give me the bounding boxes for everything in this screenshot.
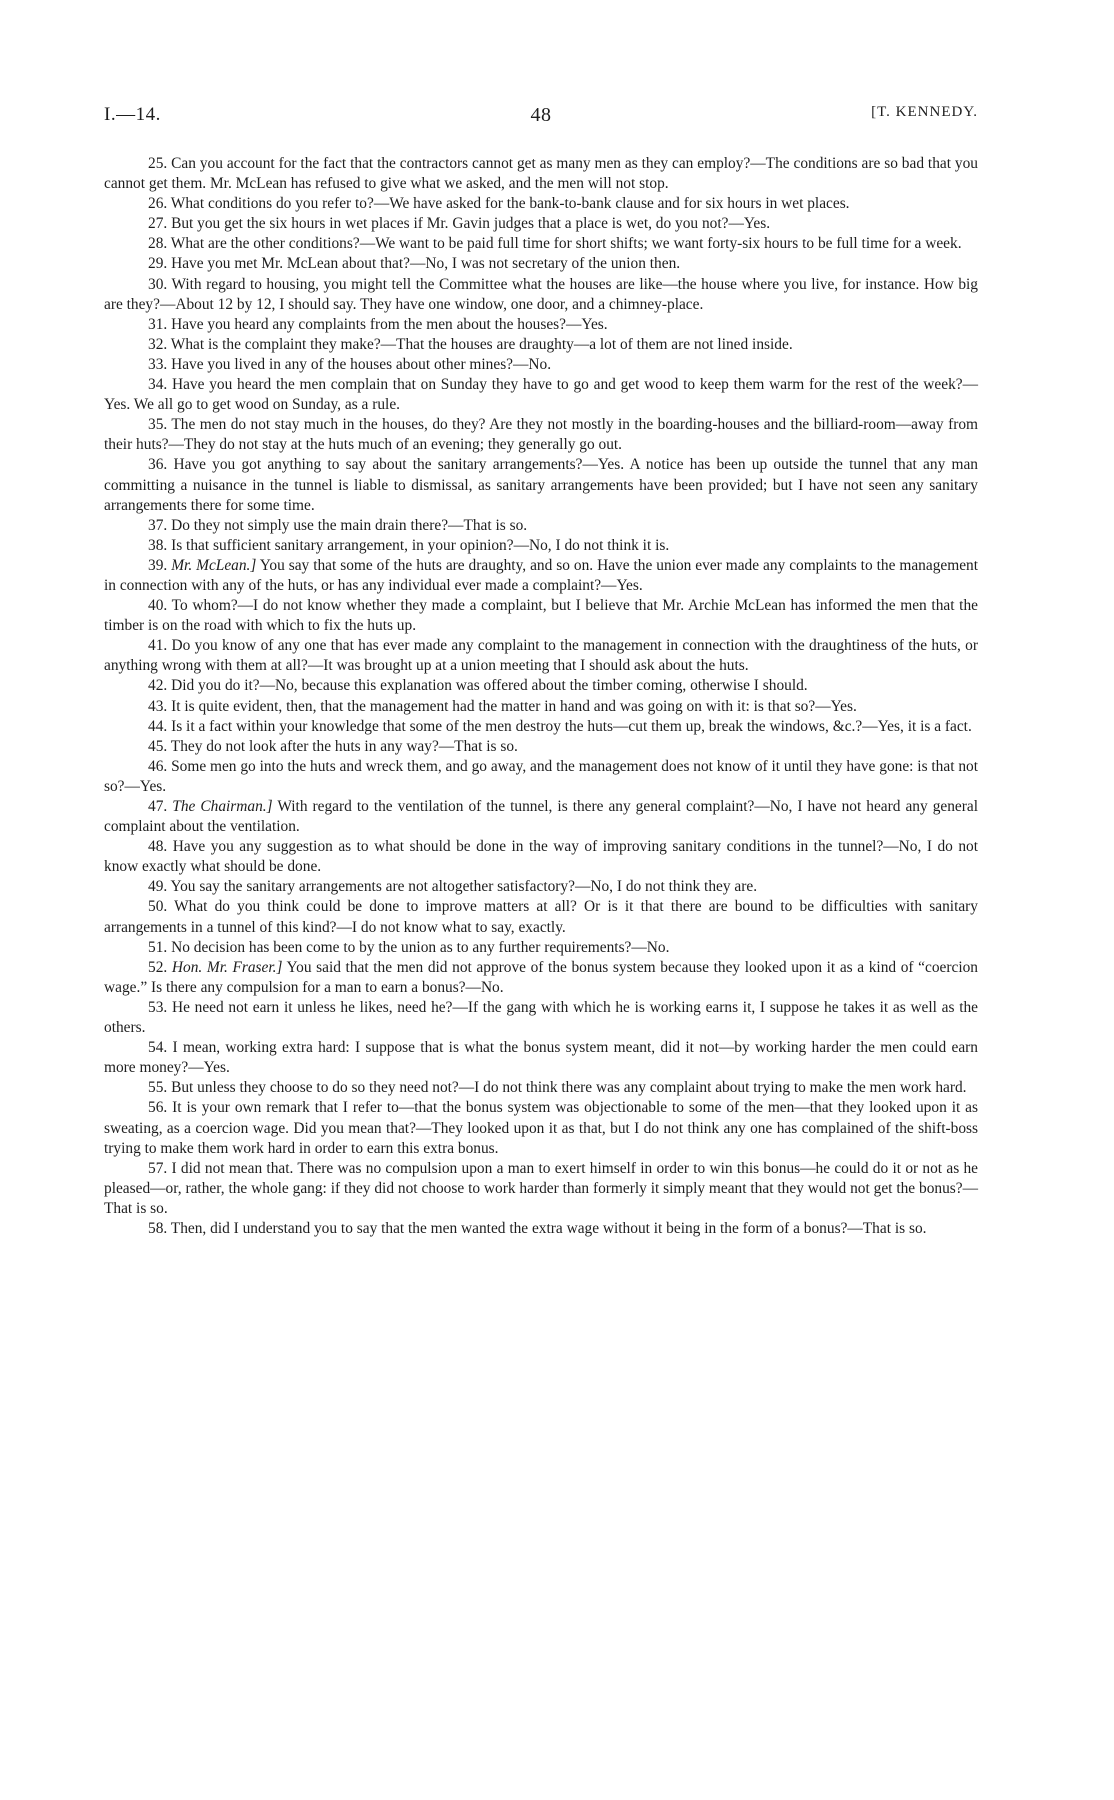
page-number: 48	[530, 104, 552, 126]
paragraph-29: 29. Have you met Mr. McLean about that?—No, I was not secretary of the union then.	[148, 255, 681, 273]
paragraph-26: 26. What conditions do you refer to?—We have asked for the bank-to-bank clause and for six hours in wet places.	[148, 195, 850, 213]
paragraph-50: 50. What do you think could be done to improve matters at all? Or is it that there are bound to be difficulties with sanitary arrangements in a tunnel of this kind?—I do not know what to say, exactly.	[104, 898, 978, 936]
paragraph-text: You said that the men did not approve of the bonus system because they looked upon it as a kind of “coercion wage.” Is there any compulsion for a man to earn a bonus?—No.	[104, 958, 978, 996]
paragraph-34: 34. Have you heard the men complain that on Sunday they have to go and get wood to keep them warm for the rest of the week?—Yes. We all go to get wood on Sunday, as a rule.	[104, 376, 978, 414]
paragraph-44: 44. Is it a fact within your knowledge that some of the men destroy the huts—cut them up, break the windows, &c.?—Yes, it is a fact.	[148, 717, 972, 735]
paragraph-46: 46. Some men go into the huts and wreck them, and go away, and the management does not know of it until they have gone: is that not so?—Yes.	[104, 757, 978, 795]
paragraph-41: 41. Do you know of any one that has ever made any complaint to the management in connection with the draughtiness of the huts, or anything wrong with them at all?—It was brought up at a union meeting that I should ask about the huts.	[104, 637, 978, 675]
paragraph-56: 56. It is your own remark that I refer to—that the bonus system was objectionable to some of the men—that they looked upon it as sweating, as a coercion wage. Did you mean that?—They looked upon it as that, but I do not think any one has complained of the shift-boss trying to make them work hard in order to earn this extra bonus.	[104, 1099, 978, 1157]
page-header	[104, 104, 978, 132]
paragraph-53: 53. He need not earn it unless he likes, need he?—If the gang with which he is working earns it, I suppose he takes it as well as the others.	[104, 998, 978, 1037]
paragraph-number: 52.	[148, 958, 168, 976]
paragraph-35: 35. The men do not stay much in the houses, do they? Are they not mostly in the boarding-houses and the billiard-room—away from their huts?—They do not stay at the huts much of an evening; they generally go out.	[104, 416, 978, 454]
paragraph-25: 25. Can you account for the fact that the contractors cannot get as many men as they can employ?—The conditions are so bad that you cannot get them. Mr. McLean has refused to give what we asked, and the men will not stop.	[104, 155, 978, 193]
speaker-name: Hon. Mr. Fraser.]	[171, 958, 283, 976]
paragraph-57: 57. I did not mean that. There was no compulsion upon a man to exert himself in order to win this bonus—he could do it or not as he pleased—or, rather, the whole gang: if they did not choose to work harder than formerly it simply meant that they would not get the bonus?—That is so.	[104, 1159, 978, 1217]
paragraph-49: 49. You say the sanitary arrangements are not altogether satisfactory?—No, I do not think they are.	[148, 878, 758, 896]
paragraph-40: 40. To whom?—I do not know whether they made a complaint, but I believe that Mr. Archie McLean has informed the men that the timber is on the road with which to fix the huts up.	[104, 597, 978, 635]
paragraph-38: 38. Is that sufficient sanitary arrangement, in your opinion?—No, I do not think it is.	[148, 536, 670, 554]
paragraph-28: 28. What are the other conditions?—We want to be paid full time for short shifts; we want forty-six hours to be full time for a week.	[148, 235, 962, 253]
paragraph-27: 27. But you get the six hours in wet places if Mr. Gavin judges that a place is wet, do you not?—Yes.	[148, 215, 771, 233]
paragraph-text: With regard to the ventilation of the tunnel, is there any general complaint?—No, I have not heard any general complaint about the ventilation.	[104, 798, 978, 836]
paragraph-55: 55. But unless they choose to do so they need not?—I do not think there was any complaint about trying to make the men work hard.	[148, 1079, 967, 1097]
paragraph-58: 58. Then, did I understand you to say that the men wanted the extra wage without it being in the form of a bonus?—That is so.	[148, 1219, 927, 1237]
paragraph-31: 31. Have you heard any complaints from the men about the houses?—Yes.	[148, 315, 608, 333]
witness-name: [T. KENNEDY.	[871, 104, 978, 120]
speaker-name: Mr. McLean.]	[171, 556, 257, 574]
paragraph-45: 45. They do not look after the huts in any way?—That is so.	[148, 737, 518, 755]
document-body	[104, 154, 978, 1239]
paragraph-48: 48. Have you any suggestion as to what should be done in the way of improving sanitary conditions in the tunnel?—No, I do not know exactly what should be done.	[104, 838, 978, 876]
paragraph-text: You say that some of the huts are draughty, and so on. Have the union ever made any complaints to the management in connection with any of the huts, or has any individual ever made a complaint?—Yes.	[104, 556, 978, 594]
paragraph-33: 33. Have you lived in any of the houses about other mines?—No.	[148, 355, 552, 373]
speaker-name: The Chairman.]	[172, 798, 273, 815]
paragraph-39	[104, 556, 978, 596]
paragraph-32: 32. What is the complaint they make?—That the houses are draughty—a lot of them are not lined inside.	[148, 335, 793, 353]
paragraph-51: 51. No decision has been come to by the union as to any further requirements?—No.	[148, 938, 670, 956]
paragraph-54: 54. I mean, working extra hard: I suppose that is what the bonus system meant, did it not—by working harder the men could earn more money?—Yes.	[104, 1039, 978, 1077]
paragraph-52	[104, 958, 978, 998]
paragraph-42: 42. Did you do it?—No, because this explanation was offered about the timber coming, otherwise I should.	[148, 677, 808, 695]
document-reference: I.—14.	[104, 104, 161, 125]
paragraph-37: 37. Do they not simply use the main drain there?—That is so.	[148, 516, 528, 534]
paragraph-47	[104, 797, 978, 837]
paragraph-number: 39.	[148, 556, 168, 574]
paragraph-30: 30. With regard to housing, you might tell the Committee what the houses are like—the house where you live, for instance. How big are they?—About 12 by 12, I should say. They have one window, one door, and a chimney-place.	[104, 275, 978, 313]
paragraph-number: 47.	[148, 798, 168, 815]
paragraph-43: 43. It is quite evident, then, that the management had the matter in hand and was going on with it: is that so?—Yes.	[148, 697, 857, 715]
paragraph-36: 36. Have you got anything to say about the sanitary arrangements?—Yes. A notice has been up outside the tunnel that any man committing a nuisance in the tunnel is liable to dismissal, as sanitary arrangements have been provided; but I have not seen any sanitary arrangements there for some time.	[104, 456, 978, 514]
